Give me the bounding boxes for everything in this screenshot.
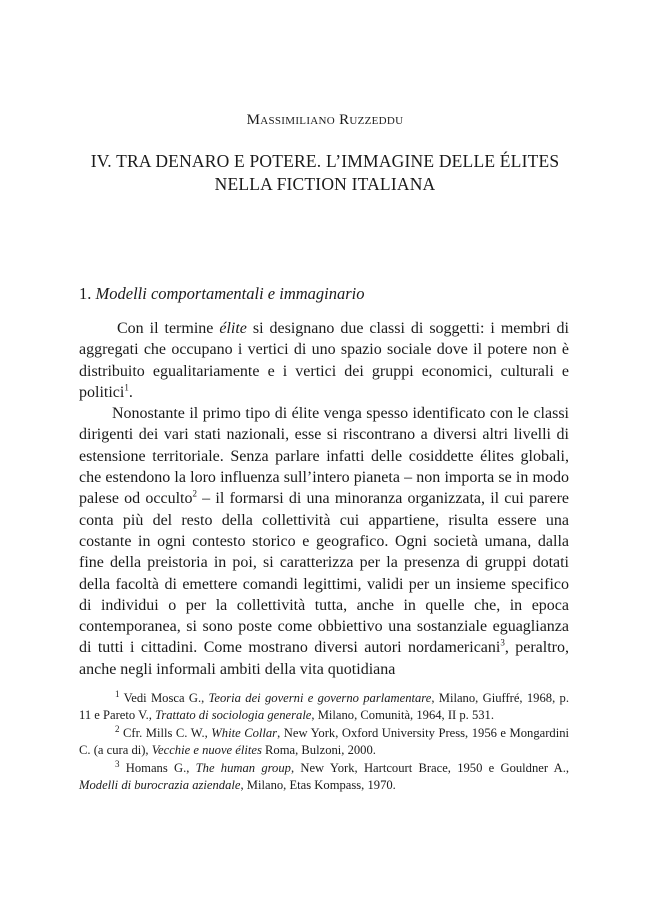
footnote-2 xyxy=(79,725,569,760)
chapter-title-line-2: NELLA FICTION ITALIANA xyxy=(214,174,436,194)
footnote-1-number: 1 xyxy=(115,688,120,699)
term-elite: élite xyxy=(219,320,247,337)
paragraph-2-text-b: – il formarsi di una minoranza organizzata, il cui parere conta più del resto della collettività cui appartiene, risulta essere una costante in ogni contesto storico e geografico. Ogni società umana, dalla fine della preistoria in poi, si caratterizza per la presenza di gruppi dotati della facoltà di emettere comandi legittimi, validi per un insieme specifico di individui o per la collettività tutta, anche in quelle che, in epoca contemporanea, si sono poste come obbiettivo una sostanziale eguaglianza di tutti i cittadini. Come mostrano diversi autori nordamericani xyxy=(79,490,570,657)
footnote-2-text: , New York, Oxford University Press, 1956 e Mongardini C. (a cura di), xyxy=(79,725,570,758)
footnote-2-work-2: Vecchie e nuove élites xyxy=(151,743,262,758)
footnote-2-text: Roma, Bulzoni, 2000. xyxy=(261,743,376,758)
paragraph-2-text-a: Nonostante il primo tipo di élite venga spesso identificato con le classi dirigenti dei vari stati nazionali, esse si riscontrano a diversi altri livelli di estensione territoriale. Senza parlare infatti delle cosiddette élites globali, che estendono la loro influenza sull’intero pianeta – non importa se in modo palese od occulto xyxy=(79,405,569,508)
footnote-2-work-1: White Collar xyxy=(211,725,278,740)
paragraph-1 xyxy=(79,318,569,403)
paragraph-2-text-c: , peraltro, anche negli informali ambiti della vita quotidiana xyxy=(79,639,569,678)
footnote-ref-1[interactable]: 1 xyxy=(124,382,129,393)
footnote-1 xyxy=(79,690,569,725)
footnote-ref-3[interactable]: 3 xyxy=(500,638,505,649)
footnote-2-text: Cfr. Mills C. W., xyxy=(119,725,212,740)
paragraph-1-text-c: . xyxy=(128,383,133,401)
footnote-3-number: 3 xyxy=(115,758,120,769)
section-title: Modelli comportamentali e immaginario xyxy=(95,284,365,303)
footnotes xyxy=(79,690,569,794)
chapter-title xyxy=(0,150,650,196)
footnote-3-work-1: The human group xyxy=(195,760,291,775)
footnote-3-text: , Milano, Etas Kompass, 1970. xyxy=(240,778,396,793)
footnote-1-work-2: Trattato di sociologia generale xyxy=(155,708,312,723)
author-name: Massimiliano Ruzzeddu xyxy=(246,112,404,128)
section-heading xyxy=(79,284,579,304)
paragraph-1-text-b: si designano due classi di soggetti: i membri di aggregati che occupano i vertici di uno spazio sociale dove il potere non è distribuito egualitariamente e i vertici dei gruppi economici, culturali e politici xyxy=(79,320,570,401)
footnote-3-work-2: Modelli di burocrazia aziendale xyxy=(79,778,241,793)
footnote-3-text: Homans G., xyxy=(119,760,196,775)
section-number: 1. xyxy=(79,284,92,303)
footnote-2-number: 2 xyxy=(115,723,120,734)
footnote-1-work-1: Teoria dei governi e governo parlamentare xyxy=(208,691,432,705)
body-text xyxy=(79,318,569,680)
footnote-3-text: , New York, Hartcourt Brace, 1950 e Gouldner A., xyxy=(290,760,570,775)
footnote-1-text: , Milano, Giuffré, 1968, p. 11 e Pareto V., xyxy=(79,691,569,723)
chapter-title-line-1: IV. TRA DENARO E POTERE. L’IMMAGINE DELLE ÉLITES xyxy=(90,151,560,171)
footnote-1-text: , Milano, Comunità, 1964, II p. 531. xyxy=(311,708,495,723)
paragraph-2 xyxy=(79,403,569,680)
footnote-ref-2[interactable]: 2 xyxy=(192,489,197,500)
footnote-1-text: Vedi Mosca G., xyxy=(119,691,209,705)
footnote-3 xyxy=(79,760,569,795)
paragraph-1-text-a: Con il termine xyxy=(117,320,220,337)
